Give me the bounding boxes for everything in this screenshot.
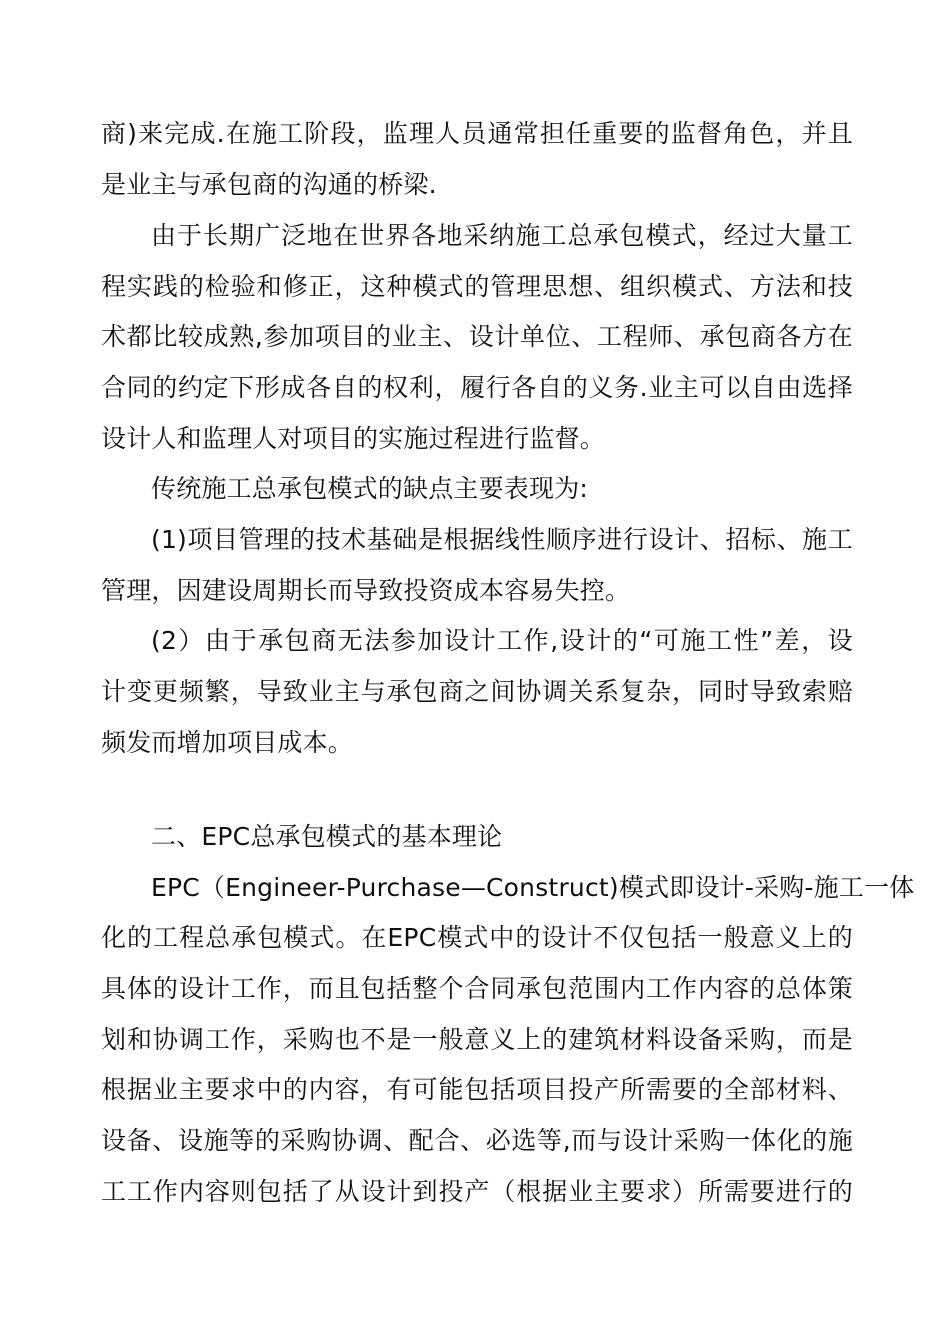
text-line: 商)来完成.在施工阶段，监理人员通常担任重要的监督角色，并且 [101, 119, 853, 148]
text-line: 是业主与承包商的沟通的桥梁. [101, 170, 437, 199]
text-line: 化的工程总承包模式。在EPC模式中的设计不仅包括一般意义上的 [101, 923, 853, 952]
text-line: 工工作内容则包括了从设计到投产（根据业主要求）所需要进行的 [101, 1177, 853, 1206]
text-line: 根据业主要求中的内容，有可能包括项目投产所需要的全部材料、 [101, 1075, 853, 1104]
text-line: (1)项目管理的技术基础是根据线性顺序进行设计、招标、施工 [151, 525, 853, 554]
text-line: (2）由于承包商无法参加设计工作,设计的“可施工性”差，设 [151, 626, 853, 655]
text-line: 由于长期广泛地在世界各地采纳施工总承包模式，经过大量工 [151, 221, 853, 250]
text-line: 划和协调工作，采购也不是一般意义上的建筑材料设备采购，而是 [101, 1025, 853, 1054]
section-heading: 二、EPC总承包模式的基本理论 [151, 822, 503, 851]
text-line: 术都比较成熟,参加项目的业主、设计单位、工程师、承包商各方在 [101, 322, 853, 351]
text-line: 管理，因建设周期长而导致投资成本容易失控。 [101, 576, 631, 605]
text-line: 计变更频繁，导致业主与承包商之间协调关系复杂，同时导致索赔 [101, 677, 853, 706]
text-line: 传统施工总承包模式的缺点主要表现为: [151, 474, 589, 503]
text-line: 具体的设计工作，而且包括整个合同承包范围内工作内容的总体策 [101, 974, 853, 1003]
text-line: 程实践的检验和修正，这种模式的管理思想、组织模式、方法和技 [101, 272, 853, 301]
text-line: 设备、设施等的采购协调、配合、必选等,而与设计采购一体化的施 [101, 1126, 853, 1155]
text-line: 设计人和监理人对项目的实施过程进行监督。 [101, 424, 606, 453]
text-line: EPC（Engineer-Purchase—Construct)模式即设计-采购-施工一体 [151, 873, 915, 902]
text-line: 合同的约定下形成各自的权利，履行各自的义务.业主可以自由选择 [101, 373, 853, 402]
text-line: 频发而增加项目成本。 [101, 728, 354, 757]
